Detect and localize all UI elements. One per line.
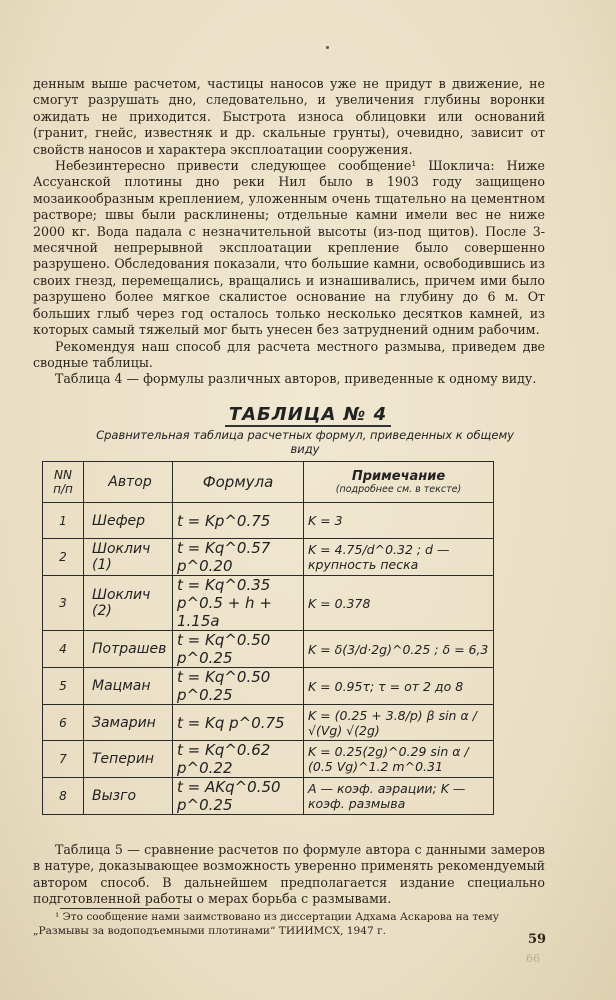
table-row: [43, 631, 494, 668]
header-author: Автор: [84, 462, 173, 503]
table-header-row: [43, 462, 494, 503]
row-note: K = (0.25 + 3.8/p) β sin α / √(Vg) √(2g): [304, 705, 494, 741]
paragraph-1: денным выше расчетом, частицы наносов уже не придут в движение, не смогут разрушать дно, следовательно, и увеличения глубины воронки ожидать не приходится. Быстрота износа облицовки или оснований (гранит, гнейс, известняк и др. скальные грунты), очевидно, зависит от свойств наносов и характера эксплоатации сооружения.: [33, 76, 545, 157]
paragraph-3: Рекомендуя наш способ для расчета местного размыва, приведем две сводные таблицы.: [33, 338, 545, 370]
row-note: K = 0.95τ; τ = от 2 до 8: [304, 668, 494, 705]
header-note-label: Примечание: [351, 469, 446, 484]
row-formula: t = Kq p^0.75: [173, 705, 304, 741]
row-author: Вызго: [84, 778, 173, 815]
table-row: [43, 539, 494, 576]
header-note: [304, 462, 494, 503]
formula-table: [42, 461, 494, 815]
header-num: NN п/п: [43, 462, 84, 503]
row-formula: t = Kp^0.75: [173, 503, 304, 539]
row-note: K = 4.75/d^0.32 ; d — крупность песка: [304, 539, 494, 576]
footnote-text: ¹ Это сообщение нами заимствовано из диссертации Адхама Аскарова на тему „Размывы за водоподъемными плотинами“ ТИИИМСХ, 1947 г.: [33, 911, 499, 937]
row-author: Шефер: [84, 503, 173, 539]
header-note-sub: (подробнее см. в тексте): [335, 484, 462, 495]
row-author: Шоклич (1): [84, 539, 173, 576]
row-author: Мацман: [84, 668, 173, 705]
row-note: K = 3: [304, 503, 494, 539]
table-row: [43, 741, 494, 778]
table-row: [43, 576, 494, 631]
row-num: 4: [43, 631, 84, 668]
table-row: [43, 705, 494, 741]
row-note: A — коэф. аэрации; K — коэф. размыва: [304, 778, 494, 815]
row-num: 8: [43, 778, 84, 815]
row-num: 6: [43, 705, 84, 741]
row-formula: t = Kq^0.62 p^0.22: [173, 741, 304, 778]
paragraph-2: Небезинтересно привести следующее сообщение¹ Шоклича: Ниже Ассуанской плотины дно реки Нил было в 1903 году защищено мозаикообразным креплением, уложенным очень тщательно на цементном растворе; швы были расклинены; отдельные камни имели вес не ниже 2000 кг. Вода падала с незначительной высоты (из-под щитов). После 3-месячной непрерывной эксплоатации крепление было совершенно разрушено. Обследования показали, что большие камни, освободившись из своих гнезд, перемещались, вращались и изнашивались, причем ими было разрушено более мягкое скалистое основание на глубину до 6 м. От больших глыб через год осталось только несколько десятков камней, из которых самый тяжелый мог быть унесен без затруднений одним рабочим.: [33, 158, 545, 338]
row-author: Шоклич (2): [84, 576, 173, 631]
footnote-rule: [60, 908, 180, 909]
row-num: 7: [43, 741, 84, 778]
row-author: Потрашев: [84, 631, 173, 668]
row-num: 2: [43, 539, 84, 576]
table-title: ТАБЛИЦА № 4: [0, 404, 616, 425]
ink-speck: [326, 46, 329, 49]
row-num: 5: [43, 668, 84, 705]
paragraph-5: Таблица 5 — сравнение расчетов по формуле автора с данными замеров в натуре, доказывающее возможность уверенно применять рекомендуемый автором способ. В дальнейшем предполагается издание специально подготовленной работы о мерах борьба с размывами.: [33, 842, 545, 907]
row-formula: t = Kq^0.35 p^0.5 + h + 1.15a: [173, 576, 304, 631]
footnote: [33, 911, 545, 938]
page-number: 59: [528, 932, 547, 947]
table-row: [43, 668, 494, 705]
row-formula: t = Kq^0.50 p^0.25: [173, 668, 304, 705]
row-author: Замарин: [84, 705, 173, 741]
row-author: Теперин: [84, 741, 173, 778]
table-row: [43, 778, 494, 815]
closing-paragraph: [33, 842, 545, 908]
library-stamp-number: 66: [526, 952, 540, 965]
row-note: K = δ(3/d·2g)^0.25 ; δ = 6,3: [304, 631, 494, 668]
row-formula: t = Kq^0.50 p^0.25: [173, 631, 304, 668]
paragraph-4: Таблица 4 — формулы различных авторов, приведенные к одному виду.: [55, 371, 537, 387]
row-num: 3: [43, 576, 84, 631]
row-formula: t = Kq^0.57 p^0.20: [173, 539, 304, 576]
table-row: [43, 503, 494, 539]
row-num: 1: [43, 503, 84, 539]
row-note: K = 0.378: [304, 576, 494, 631]
table-subtitle: Сравнительная таблица расчетных формул, приведенных к общему виду: [96, 428, 514, 456]
body-text: [33, 76, 545, 388]
row-note: K = 0.25(2g)^0.29 sin α / (0.5 Vg)^1.2 m^0.31: [304, 741, 494, 778]
header-formula: Формула: [173, 462, 304, 503]
row-formula: t = AKq^0.50 p^0.25: [173, 778, 304, 815]
